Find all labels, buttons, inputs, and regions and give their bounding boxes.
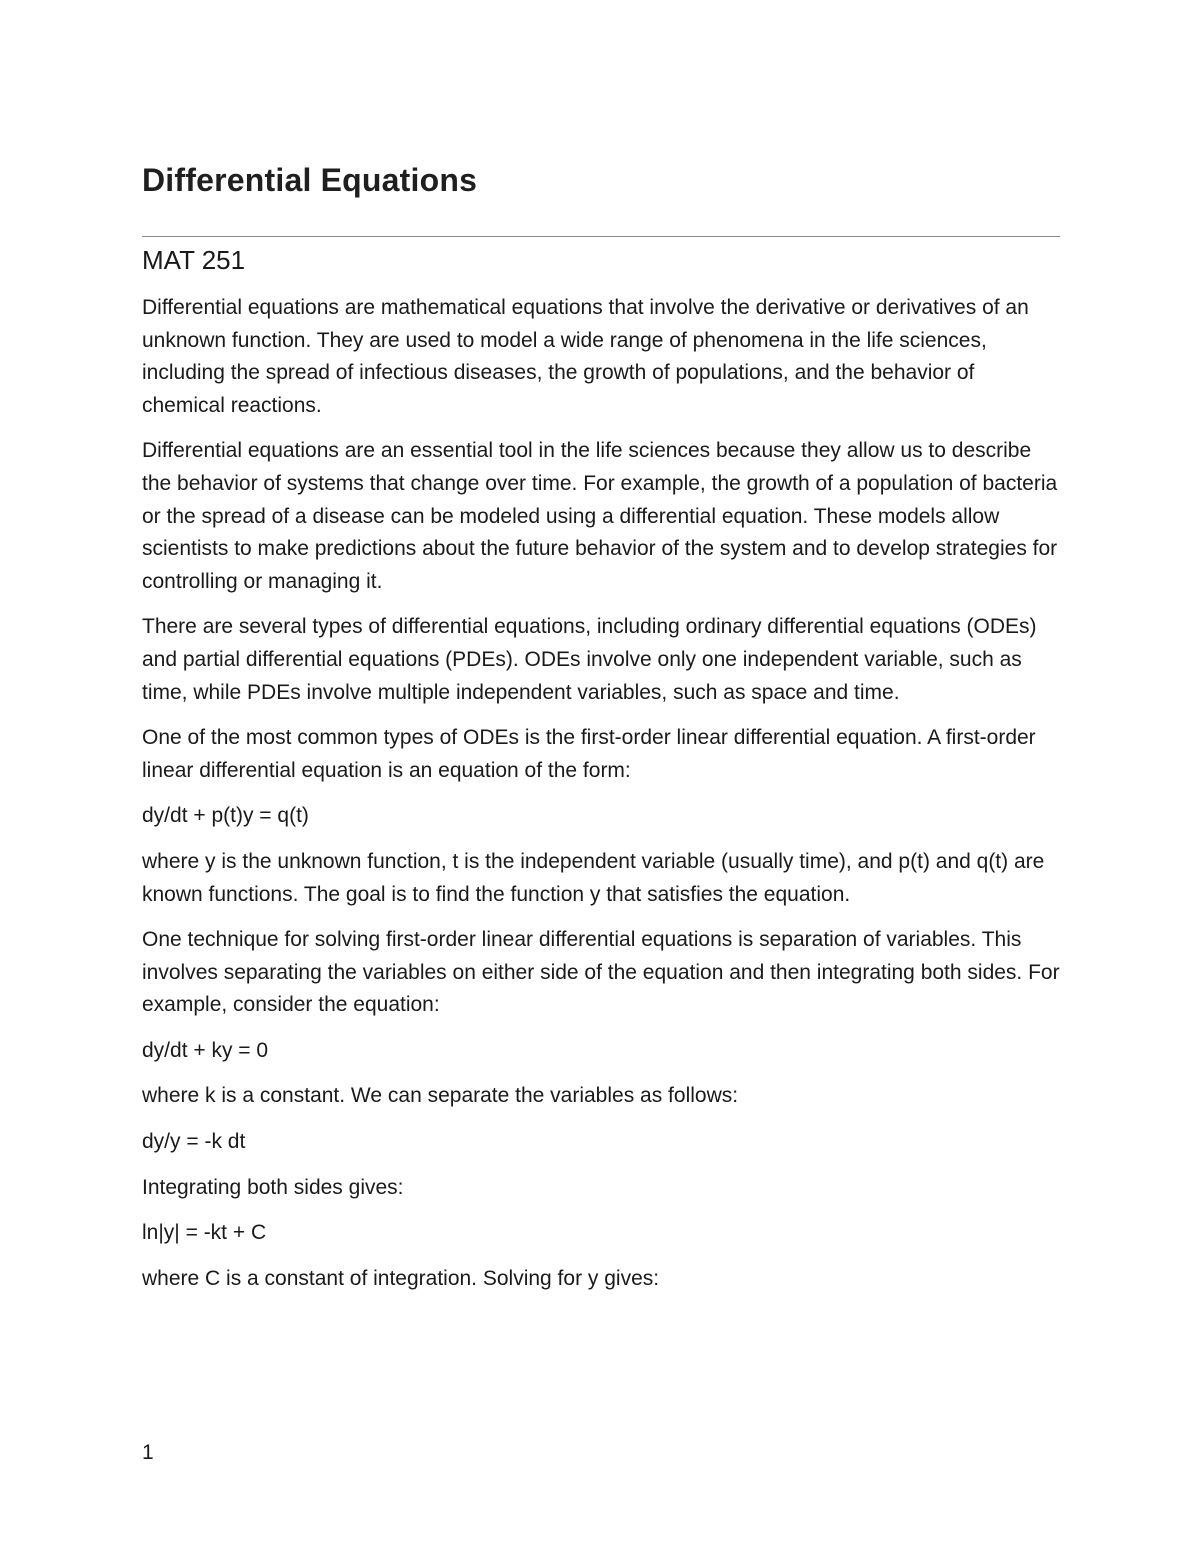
intro-paragraph: Differential equations are mathematical equations that involve the derivative or derivatives of an unknown function. They are used to model a wide range of phenomena in the life sciences, including the spread of infectious diseases, the growth of populations, and the behavior of chemical reactions. bbox=[142, 296, 1029, 417]
equation-example: dy/dt + ky = 0 bbox=[142, 1038, 269, 1062]
equation-separated: dy/y = -k dt bbox=[142, 1130, 246, 1154]
first-order-paragraph: One of the most common types of ODEs is the first-order linear differential equation. A first-order linear differential equation is an equation of the form: bbox=[142, 726, 1036, 782]
separation-paragraph: One technique for solving first-order linear differential equations is separation of variables. This involves separating the variables on either side of the equation and then integrating both sides. For example, consider the equation: bbox=[142, 928, 1060, 1017]
solving-paragraph: where C is a constant of integration. Solving for y gives: bbox=[142, 1266, 660, 1290]
document-page bbox=[142, 0, 1060, 1553]
constant-paragraph: where k is a constant. We can separate the variables as follows: bbox=[142, 1084, 739, 1108]
document-body bbox=[142, 292, 1060, 1308]
types-paragraph: There are several types of differential equations, including ordinary differential equations (ODEs) and partial differential equations (PDEs). ODEs involve only one independent variable, such as time, while PDEs involve multiple independent variables, such as space and time. bbox=[142, 615, 1037, 704]
where-paragraph: where y is the unknown function, t is the independent variable (usually time), and p(t) and q(t) are known functions. The goal is to find the function y that satisfies the equation. bbox=[142, 849, 1045, 906]
equation-integrated: ln|y| = -kt + C bbox=[142, 1221, 267, 1245]
title-divider bbox=[142, 236, 1060, 237]
course-code: MAT 251 bbox=[142, 245, 246, 275]
equation-general-form: dy/dt + p(t)y = q(t) bbox=[142, 804, 309, 828]
integrating-paragraph: Integrating both sides gives: bbox=[142, 1175, 404, 1199]
life-sciences-paragraph: Differential equations are an essential tool in the life sciences because they allow us to describe the behavior of systems that change over time. For example, the growth of a population of bacteria or the spread of a disease can be modeled using a differential equation. These models allow scientists to make predictions about the future behavior of the system and to develop strategies for controlling or managing it. bbox=[142, 439, 1058, 593]
document-title: Differential Equations bbox=[142, 162, 478, 198]
page-number: 1 bbox=[142, 1441, 154, 1464]
